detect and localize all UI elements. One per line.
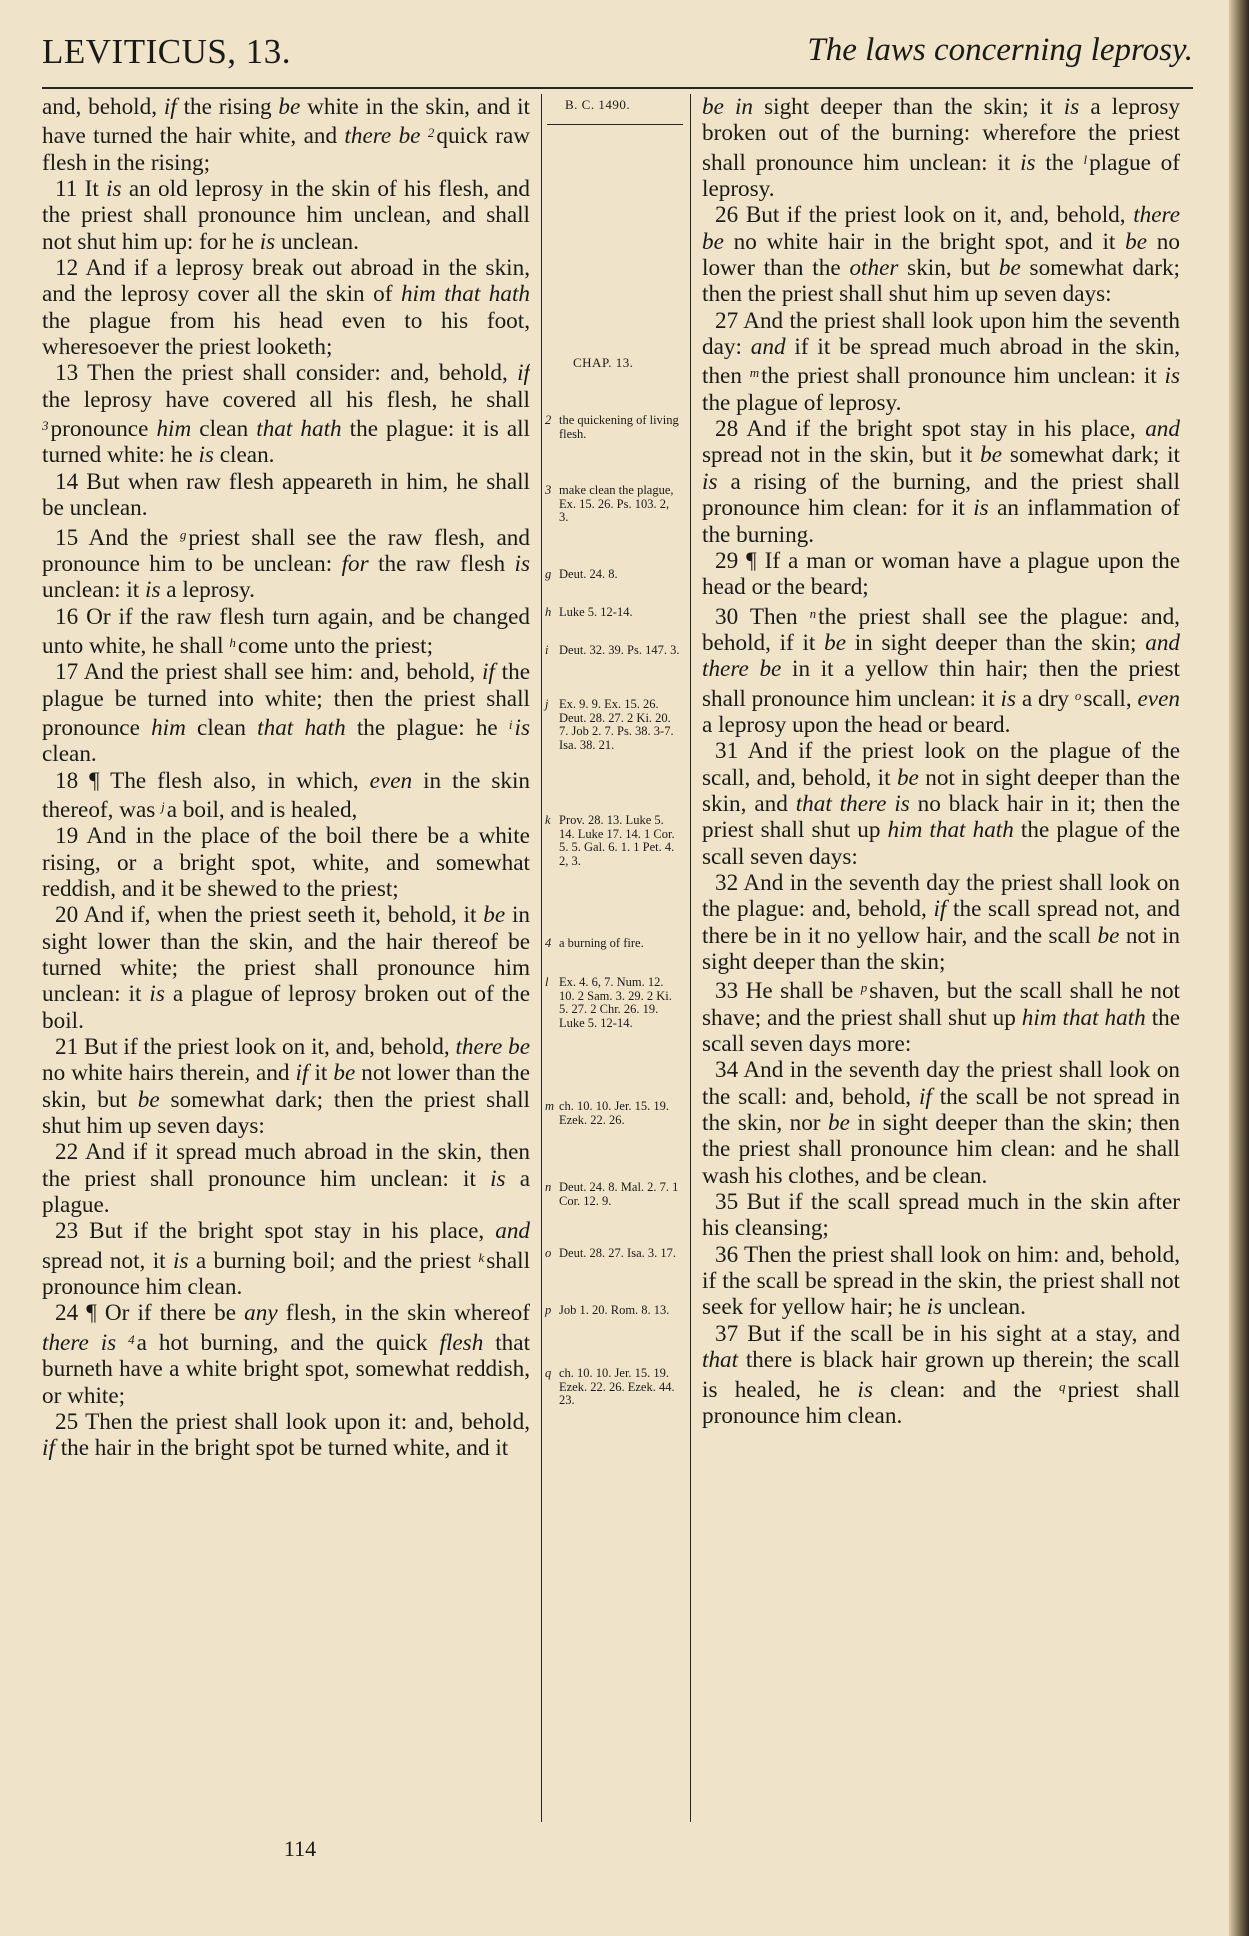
verse-number: 33 (715, 978, 746, 1005)
verse-number: 27 (715, 307, 744, 334)
verse-34 (702, 1057, 1180, 1189)
page-number: 114 (283, 1836, 317, 1861)
verse-33 (702, 975, 1180, 1057)
verse-text: ¶ Or if there be any flesh, in the skin whereof there is $^4$a hot burning, and the quick flesh that burneth have a white bright spot, somewhat reddish, or white; (42, 1300, 530, 1409)
verse-number: 15 (55, 524, 89, 551)
margin-note-key: j (545, 697, 549, 711)
margin-note-key: 3 (545, 483, 552, 497)
margin-note (545, 937, 685, 951)
margin-note-key: q (545, 1366, 552, 1380)
verse-number: 37 (715, 1320, 748, 1347)
verse-text: But if the scall be in his sight at a stay, and that there is black hair grown up therein; the scall is healed, he is clean: and the $^q$priest shall pronounce him clean. (702, 1320, 1180, 1429)
margin-note (545, 814, 685, 868)
margin-rule-left (541, 94, 542, 1822)
verse-31 (702, 738, 1180, 870)
verse-number: 36 (715, 1241, 744, 1268)
margin-note-text: make clean the plague, Ex. 15. 26. Ps. 103. 2, 3. (559, 483, 674, 524)
verse-12 (42, 255, 530, 360)
verse-text: Then the priest shall look on him: and, behold, if the scall be spread in the skin, the priest shall not seek for yellow hair; he is unclean. (702, 1241, 1180, 1321)
margin-note-text: Deut. 24. 8. (559, 567, 618, 581)
margin-note-text: Ex. 9. 9. Ex. 15. 26. Deut. 28. 27. 2 Ki. 20. 7. Job 2. 7. Ps. 38. 3-7. Isa. 38. 21. (559, 697, 674, 752)
verse-text: And the $^g$priest shall see the raw flesh, and pronounce him to be unclean: for the raw flesh is unclean: it is a leprosy. (42, 524, 530, 604)
verse-text: It is an old leprosy in the skin of his flesh, and the priest shall pronounce him unclean, and shall not shut him up: for he is unclean. (42, 176, 530, 255)
book-chapter-heading: LEVITICUS, 13. (42, 32, 292, 71)
verse-13 (42, 360, 530, 468)
verse-29 (702, 548, 1180, 601)
verse-number: 25 (55, 1408, 86, 1435)
header-rule (42, 87, 1193, 89)
page-header (42, 32, 1193, 82)
verse-14 (42, 469, 530, 522)
verse-15 (42, 522, 530, 604)
verse-number: 21 (55, 1034, 85, 1061)
verse-text: And if, when the priest seeth it, behold, it be in sight lower than the skin, and the hair thereof be turned white; the priest shall pronounce him unclean: it is a plague of leprosy broken out of the boil. (42, 902, 530, 1034)
margin-note-text: Ex. 4. 6, 7. Num. 12. 10. 2 Sam. 3. 29. 2 Ki. 5. 27. 2 Chr. 26. 19. Luke 5. 12-14. (559, 975, 672, 1030)
verse-number: 11 (55, 176, 85, 203)
verse-30 (702, 601, 1180, 739)
verse-number: 31 (715, 738, 748, 765)
margin-note-key: k (545, 813, 551, 827)
margin-note-text: Deut. 28. 27. Isa. 3. 17. (559, 1246, 676, 1260)
chapter-label: CHAP. 13. (573, 355, 634, 370)
margin-rule-right (690, 94, 691, 1822)
verse-text: And in the seventh day the priest shall look on the plague: and, behold, if the scall spread not, and there be in it no yellow hair, and the scall be not in sight deeper than the skin; (702, 869, 1180, 975)
margin-note-key: 2 (545, 413, 552, 427)
center-margin-references (545, 94, 687, 1822)
verse-text: And if it spread much abroad in the skin, then the priest shall pronounce him unclean: it is a plague. (42, 1139, 530, 1219)
running-title: The laws concerning leprosy. (807, 32, 1193, 68)
verse-text: Then the priest shall consider: and, behold, if the leprosy have covered all his flesh, he shall $^3$pronounce him clean that hath the plague: it is all turned white: he is clean. (42, 360, 530, 469)
verse-continuation (702, 94, 1180, 202)
margin-note-text: ch. 10. 10. Jer. 15. 19. Ezek. 22. 26. Ezek. 44. 23. (559, 1366, 675, 1407)
margin-note-key: m (545, 1099, 555, 1113)
margin-note (545, 698, 685, 752)
verse-26 (702, 202, 1180, 307)
verse-number: 30 (715, 603, 750, 630)
margin-note-text: Deut. 32. 39. Ps. 147. 3. (559, 643, 680, 657)
margin-note (545, 484, 685, 525)
margin-note (545, 644, 685, 658)
verse-number: 14 (55, 468, 87, 495)
verse-text: And if the bright spot stay in his place, and spread not in the skin, but it be somewhat dark; it is a rising of the burning, and the priest shall pronounce him clean: for it is an inflammation of the burning. (702, 416, 1180, 548)
verse-continuation (42, 94, 530, 176)
margin-note-key: o (545, 1246, 552, 1260)
margin-note-key: g (545, 567, 552, 581)
margin-note-text: a burning of fire. (559, 936, 644, 950)
margin-note-key: n (545, 1180, 552, 1194)
margin-note (545, 1181, 685, 1208)
verse-number: 16 (55, 603, 87, 630)
verse-19 (42, 823, 530, 902)
margin-note (545, 1100, 685, 1127)
verse-number: 29 (715, 547, 747, 574)
verse-24 (42, 1300, 530, 1408)
era-date: B. C. 1490. (565, 97, 631, 112)
verse-37 (702, 1321, 1180, 1429)
verse-number: 19 (55, 823, 87, 850)
margin-note (545, 606, 685, 620)
margin-note-key: p (545, 1303, 552, 1317)
verse-number: 23 (55, 1218, 90, 1245)
margin-note-text: Luke 5. 12-14. (559, 605, 633, 619)
verse-number: 18 (55, 767, 90, 794)
margin-note (545, 1304, 685, 1318)
verse-text: Then the priest shall look upon it: and, behold, if the hair in the bright spot be turned white, and it (42, 1408, 530, 1462)
verse-number: 34 (715, 1057, 744, 1084)
margin-note-key: i (545, 643, 549, 657)
verse-number: 28 (715, 416, 747, 443)
margin-note (545, 976, 685, 1030)
verse-21 (42, 1034, 530, 1139)
verse-20 (42, 902, 530, 1034)
verse-number: 26 (715, 202, 746, 229)
verse-number: 32 (715, 869, 744, 896)
page-edge-shadow (1229, 0, 1249, 1936)
era-rule (547, 124, 683, 125)
verse-text: But if the scall spread much in the skin after his cleansing; (702, 1189, 1180, 1242)
verse-text: be in sight deeper than the skin; it is a leprosy broken out of the burning: wherefore the priest shall pronounce him unclean: it is the $^l$plague of leprosy. (702, 94, 1180, 203)
margin-note (545, 1367, 685, 1408)
margin-note-key: 4 (545, 936, 552, 950)
verse-text: Then $^n$the priest shall see the plague: and, behold, if it be in sight deeper than the skin; and there be in it a yellow thin hair; then the priest shall pronounce him unclean: it is a dry $^o$scall, even a leprosy upon the head or beard. (702, 603, 1180, 738)
verse-text: He shall be $^p$shaven, but the scall shall he not shave; and the priest shall shut up him that hath the scall seven days more: (702, 978, 1180, 1058)
verse-text: But when raw flesh appeareth in him, he shall be unclean. (42, 468, 530, 522)
verse-28 (702, 416, 1180, 548)
margin-note-key: h (545, 605, 552, 619)
verse-text: And the priest shall look upon him the seventh day: and if it be spread much abroad in the skin, then $^m$the priest shall pronounce him unclean: it is the plague of leprosy. (702, 307, 1180, 416)
verse-36 (702, 1242, 1180, 1321)
verse-number: 20 (55, 902, 84, 929)
verse-32 (702, 870, 1180, 975)
margin-note-text: the quickening of living flesh. (559, 413, 679, 441)
verse-11 (42, 176, 530, 255)
verse-number: 12 (55, 255, 86, 282)
right-text-column (702, 94, 1180, 1820)
verse-text: But if the bright spot stay in his place, and spread not, it is a burning boil; and the priest $^k$shall pronounce him clean. (42, 1218, 530, 1301)
verse-text: ¶ The flesh also, in which, even in the skin thereof, was $^j$a boil, and is healed, (42, 767, 530, 823)
verse-text: And if a leprosy break out abroad in the skin, and the leprosy cover all the skin of him that hath the plague from his head even to his foot, wheresoever the priest looketh; (42, 255, 530, 361)
verse-number: 35 (715, 1189, 747, 1216)
verse-number: 17 (55, 659, 84, 686)
verse-text: And the priest shall see him: and, behold, if the plague be turned into white; then the priest shall pronounce him clean that hath the plague: he $^i$is clean. (42, 659, 530, 768)
verse-text: And in the seventh day the priest shall look on the scall: and, behold, if the scall be not spread in the skin, nor be in sight deeper than the skin; then the priest shall pronounce him clean: and he shall wash his clothes, and be clean. (702, 1057, 1180, 1189)
verse-25 (42, 1409, 530, 1462)
verse-22 (42, 1139, 530, 1218)
margin-note-text: Deut. 24. 8. Mal. 2. 7. 1 Cor. 12. 9. (559, 1180, 679, 1208)
verse-18 (42, 768, 530, 824)
margin-note-text: ch. 10. 10. Jer. 15. 19. Ezek. 22. 26. (559, 1099, 670, 1127)
verse-text: But if the priest look on it, and, behold, there be no white hairs therein, and if it be not lower than the skin, but be somewhat dark; then the priest shall shut him up seven days: (42, 1034, 530, 1140)
margin-note-text: Job 1. 20. Rom. 8. 13. (559, 1303, 670, 1317)
verse-text: Or if the raw flesh turn again, and be changed unto white, he shall $^h$come unto the priest; (42, 603, 530, 659)
verse-23 (42, 1218, 530, 1300)
margin-note (545, 1247, 685, 1261)
verse-text: And if the priest look on the plague of the scall, and, behold, it be not in sight deeper than the skin, and that there is no black hair in it; then the priest shall shut up him that hath the plague of the scall seven days: (702, 738, 1180, 870)
left-text-column (42, 94, 530, 1820)
verse-16 (42, 604, 530, 660)
verse-text: But if the priest look on it, and, behold, there be no white hair in the bright spot, and it be no lower than the other skin, but be somewhat dark; then the priest shall shut him up seven days: (702, 202, 1180, 308)
verse-text: and, behold, if the rising be white in the skin, and it have turned the hair white, and there be $^2$quick raw flesh in the rising; (42, 94, 530, 176)
margin-note-key: l (545, 975, 549, 989)
verse-number: 22 (55, 1139, 85, 1166)
margin-note-text: Prov. 28. 13. Luke 5. 14. Luke 17. 14. 1 Cor. 5. 5. Gal. 6. 1. 1 Pet. 4. 2, 3. (559, 813, 675, 868)
margin-note (545, 414, 685, 441)
verse-27 (702, 308, 1180, 416)
verse-17 (42, 659, 530, 767)
margin-note (545, 568, 685, 582)
verse-number: 13 (55, 360, 88, 387)
verse-number: 24 (55, 1300, 87, 1327)
verse-35 (702, 1189, 1180, 1242)
verse-text: And in the place of the boil there be a white rising, or a bright spot, white, and somewhat reddish, and it be shewed to the priest; (42, 823, 530, 902)
verse-text: ¶ If a man or woman have a plague upon the head or the beard; (702, 547, 1180, 601)
